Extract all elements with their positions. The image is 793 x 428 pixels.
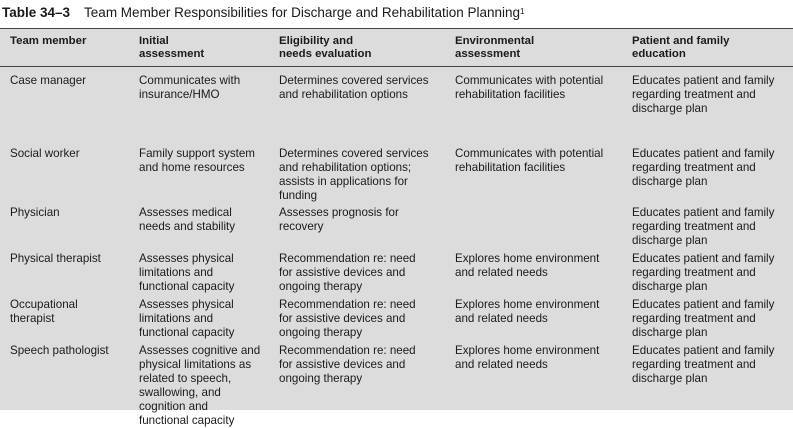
cell-initial-assessment: Assesses cognitive and physical limitations as related to speech, swallowing, and cognition and functional capacity	[139, 344, 261, 427]
cell-eligibility-needs: Recommendation re: need for assistive devices and ongoing therapy	[279, 252, 416, 293]
header-rule	[0, 66, 793, 67]
cell-patient-family-education: Educates patient and family regarding treatment and discharge plan	[632, 252, 775, 293]
cell-patient-family-education: Educates patient and family regarding treatment and discharge plan	[632, 344, 775, 385]
cell-eligibility-needs: Assesses prognosis for recovery	[279, 206, 399, 233]
cell-environmental-assessment: Communicates with potential rehabilitation facilities	[455, 147, 604, 174]
cell-team-member: Physician	[10, 206, 60, 219]
header-environmental-assessment: Environmental assessment	[455, 35, 535, 60]
cell-initial-assessment: Assesses medical needs and stability	[139, 206, 236, 233]
header-patient-family-education: Patient and family education	[632, 35, 730, 60]
table-number: Table 34–3	[2, 4, 71, 20]
table-caption: Table 34–3 Team Member Responsibilities for Discharge and Rehabilitation Planning 1	[2, 4, 525, 20]
cell-team-member: Case manager	[10, 74, 87, 87]
cell-initial-assessment: Assesses physical limitations and functional capacity	[139, 298, 235, 339]
responsibilities-table	[0, 28, 793, 427]
cell-team-member: Occupational therapist	[10, 298, 78, 325]
header-team-member: Team member	[10, 35, 87, 47]
header-initial-assessment: Initial assessment	[139, 35, 205, 60]
cell-team-member: Social worker	[10, 147, 80, 160]
cell-eligibility-needs: Determines covered services and rehabilitation options; assists in applications for funding	[279, 147, 429, 202]
cell-environmental-assessment: Explores home environment and related needs	[455, 298, 600, 325]
top-rule	[0, 28, 793, 29]
cell-patient-family-education: Educates patient and family regarding treatment and discharge plan	[632, 298, 775, 339]
cell-initial-assessment: Assesses physical limitations and functional capacity	[139, 252, 235, 293]
cell-team-member: Physical therapist	[10, 252, 101, 265]
header-eligibility-needs: Eligibility and needs evaluation	[279, 35, 372, 60]
cell-initial-assessment: Communicates with insurance/HMO	[139, 74, 241, 101]
cell-patient-family-education: Educates patient and family regarding treatment and discharge plan	[632, 206, 775, 247]
cell-team-member: Speech pathologist	[10, 344, 109, 357]
cell-eligibility-needs: Determines covered services and rehabilitation options	[279, 74, 429, 101]
cell-environmental-assessment: Explores home environment and related needs	[455, 344, 600, 371]
cell-eligibility-needs: Recommendation re: need for assistive devices and ongoing therapy	[279, 344, 416, 385]
table-title: Team Member Responsibilities for Discharge and Rehabilitation Planning	[84, 4, 521, 20]
cell-environmental-assessment: Explores home environment and related needs	[455, 252, 600, 279]
cell-initial-assessment: Family support system and home resources	[139, 147, 255, 174]
cell-patient-family-education: Educates patient and family regarding treatment and discharge plan	[632, 147, 775, 188]
cell-patient-family-education: Educates patient and family regarding treatment and discharge plan	[632, 74, 775, 115]
cell-environmental-assessment: Communicates with potential rehabilitation facilities	[455, 74, 604, 101]
cell-eligibility-needs: Recommendation re: need for assistive devices and ongoing therapy	[279, 298, 416, 339]
